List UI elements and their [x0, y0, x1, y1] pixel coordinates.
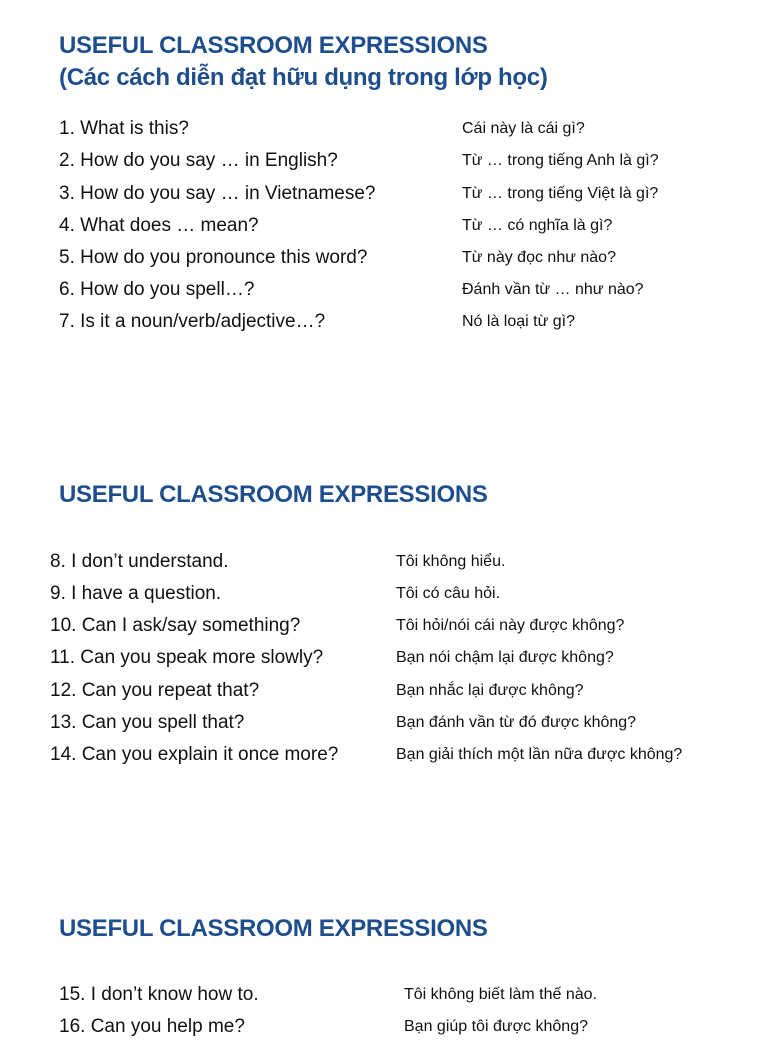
expression-row [0, 210, 768, 242]
expression-row [0, 739, 768, 771]
english-expression: 4. What does … mean? [59, 215, 259, 236]
expression-row [0, 113, 768, 145]
english-expression: 6. How do you spell…? [59, 279, 255, 300]
vietnamese-translation: Bạn đánh vần từ đó được không? [396, 714, 637, 731]
vietnamese-translation: Tôi không hiểu. [396, 553, 506, 570]
vietnamese-translation: Đánh vần từ … như nào? [462, 281, 644, 298]
expression-row [0, 642, 768, 674]
vietnamese-translation: Từ … trong tiếng Anh là gì? [462, 152, 659, 169]
section-title: USEFUL CLASSROOM EXPRESSIONS [59, 481, 488, 508]
expression-row [0, 306, 768, 338]
expression-row [0, 578, 768, 610]
vietnamese-translation: Bạn giải thích một lần nữa được không? [396, 746, 683, 763]
english-expression: 16. Can you help me? [59, 1016, 245, 1037]
expression-row [0, 242, 768, 274]
vietnamese-translation: Bạn nhắc lại được không? [396, 682, 584, 699]
english-expression: 1. What is this? [59, 118, 189, 139]
vietnamese-translation: Bạn giúp tôi được không? [404, 1018, 588, 1035]
english-expression: 13. Can you spell that? [50, 712, 245, 733]
english-expression: 15. I don’t know how to. [59, 984, 259, 1005]
english-expression: 3. How do you say … in Vietnamese? [59, 183, 376, 204]
english-expression: 9. I have a question. [50, 583, 222, 604]
expression-row [0, 145, 768, 177]
english-expression: 5. How do you pronounce this word? [59, 247, 368, 268]
english-expression: 2. How do you say … in English? [59, 150, 338, 171]
vietnamese-translation: Từ … có nghĩa là gì? [462, 217, 613, 234]
english-expression: 8. I don’t understand. [50, 551, 229, 572]
section-title: USEFUL CLASSROOM EXPRESSIONS [59, 32, 488, 59]
expression-row [0, 546, 768, 578]
english-expression: 14. Can you explain it once more? [50, 744, 339, 765]
english-expression: 7. Is it a noun/verb/adjective…? [59, 311, 326, 332]
vietnamese-translation: Tôi có câu hỏi. [396, 585, 501, 602]
expression-row [0, 1011, 768, 1043]
vietnamese-translation: Từ này đọc như nào? [462, 249, 616, 266]
vietnamese-translation: Tôi không biết làm thế nào. [404, 986, 598, 1003]
vietnamese-translation: Tôi hỏi/nói cái này được không? [396, 617, 625, 634]
section-subtitle: (Các cách diễn đạt hữu dụng trong lớp học) [59, 64, 548, 91]
vietnamese-translation: Từ … trong tiếng Việt là gì? [462, 185, 659, 202]
expression-row [0, 707, 768, 739]
vietnamese-translation: Cái này là cái gì? [462, 120, 585, 137]
expression-row [0, 979, 768, 1011]
expression-row [0, 675, 768, 707]
english-expression: 11. Can you speak more slowly? [50, 647, 324, 668]
vietnamese-translation: Nó là loại từ gì? [462, 313, 575, 330]
english-expression: 12. Can you repeat that? [50, 680, 260, 701]
english-expression: 10. Can I ask/say something? [50, 615, 301, 636]
expression-row [0, 274, 768, 306]
expression-row [0, 178, 768, 210]
vietnamese-translation: Bạn nói chậm lại được không? [396, 649, 614, 666]
section-title: USEFUL CLASSROOM EXPRESSIONS [59, 915, 488, 942]
expression-row [0, 610, 768, 642]
